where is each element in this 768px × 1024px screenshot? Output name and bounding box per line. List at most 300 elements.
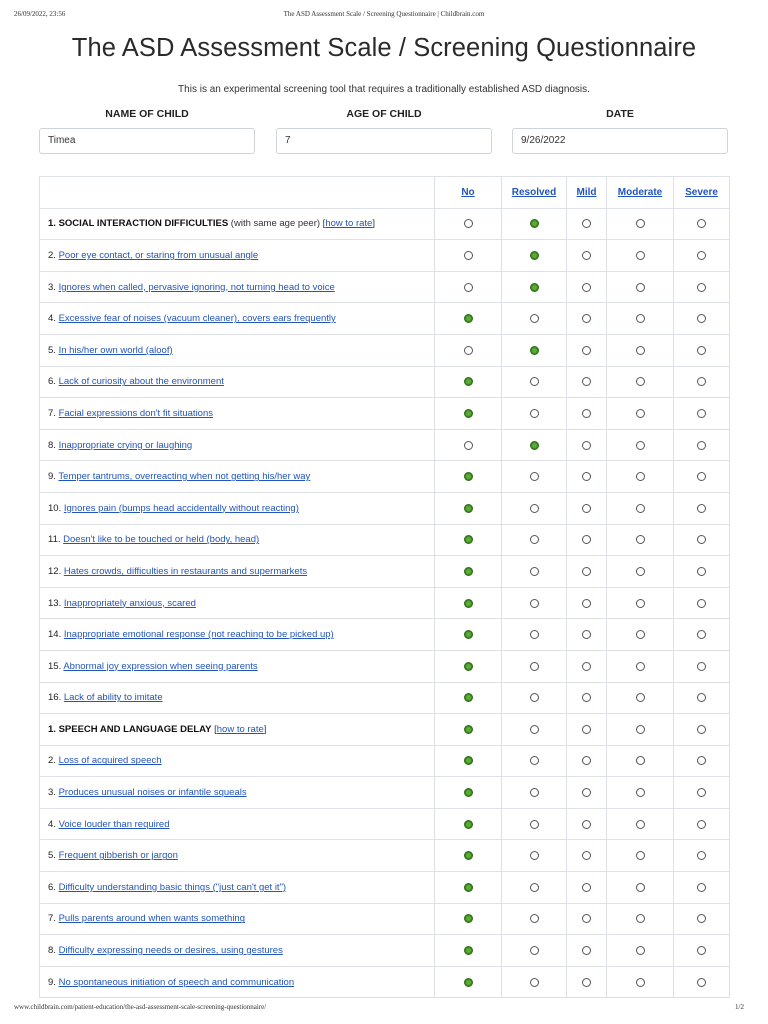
question-header bbox=[40, 177, 435, 209]
radio-resolved[interactable] bbox=[530, 946, 539, 955]
question-number: 6. bbox=[48, 376, 56, 388]
question-row bbox=[40, 366, 730, 398]
question-link[interactable]: Ignores pain (bumps head accidentally without reacting) bbox=[63, 502, 299, 514]
section-note-end: ] bbox=[263, 723, 267, 735]
rating-cell-resolved bbox=[502, 745, 567, 777]
rating-cell-severe bbox=[674, 777, 730, 809]
question-row bbox=[40, 334, 730, 366]
rating-cell-no bbox=[435, 903, 502, 935]
radio-severe[interactable] bbox=[697, 409, 706, 418]
rating-cell-resolved bbox=[502, 303, 567, 335]
rating-cell-severe bbox=[674, 872, 730, 904]
radio-no[interactable] bbox=[464, 946, 473, 955]
question-link[interactable]: Inappropriate crying or laughing bbox=[58, 439, 193, 451]
intro-text: This is an experimental screening tool that requires a traditionally established ASD diagnosis. bbox=[178, 84, 590, 95]
rating-cell-no bbox=[435, 935, 502, 967]
question-link[interactable]: Hates crowds, difficulties in restaurants and supermarkets bbox=[63, 565, 308, 577]
rating-cell-severe bbox=[674, 935, 730, 967]
print-page-number: 1/2 bbox=[735, 1003, 744, 1011]
rating-cell-resolved bbox=[502, 903, 567, 935]
rating-cell-moderate bbox=[607, 808, 674, 840]
radio-resolved[interactable] bbox=[530, 441, 539, 450]
rating-cell-resolved bbox=[502, 682, 567, 714]
question-cell bbox=[40, 840, 435, 872]
rating-cell-severe bbox=[674, 240, 730, 272]
radio-mild[interactable] bbox=[582, 219, 591, 228]
radio-moderate[interactable] bbox=[636, 314, 645, 323]
question-number: 15. bbox=[48, 660, 62, 672]
rating-cell-mild bbox=[567, 619, 607, 651]
rating-cell-no bbox=[435, 303, 502, 335]
rating-cell-severe bbox=[674, 208, 730, 240]
rating-cell-resolved bbox=[502, 872, 567, 904]
radio-resolved[interactable] bbox=[530, 535, 539, 544]
section-row bbox=[40, 208, 730, 240]
rating-cell-moderate bbox=[607, 650, 674, 682]
radio-mild[interactable] bbox=[582, 504, 591, 513]
radio-resolved[interactable] bbox=[530, 851, 539, 860]
radio-severe[interactable] bbox=[697, 851, 706, 860]
radio-severe[interactable] bbox=[697, 377, 706, 386]
question-number: 9. bbox=[48, 976, 56, 988]
radio-mild[interactable] bbox=[582, 756, 591, 765]
rating-cell-no bbox=[435, 461, 502, 493]
radio-severe[interactable] bbox=[697, 599, 706, 608]
question-cell bbox=[40, 777, 435, 809]
radio-severe[interactable] bbox=[697, 883, 706, 892]
date-label: DATE bbox=[606, 108, 634, 120]
radio-no[interactable] bbox=[464, 535, 473, 544]
question-rows bbox=[40, 208, 730, 998]
rating-cell-no bbox=[435, 524, 502, 556]
rating-cell-no bbox=[435, 587, 502, 619]
radio-moderate[interactable] bbox=[636, 946, 645, 955]
question-row bbox=[40, 587, 730, 619]
radio-resolved[interactable] bbox=[530, 251, 539, 260]
radio-moderate[interactable] bbox=[636, 441, 645, 450]
radio-resolved[interactable] bbox=[530, 314, 539, 323]
radio-resolved[interactable] bbox=[530, 914, 539, 923]
radio-no[interactable] bbox=[464, 978, 473, 987]
radio-no[interactable] bbox=[464, 883, 473, 892]
name-of-child-input[interactable]: Timea bbox=[39, 128, 255, 154]
radio-resolved[interactable] bbox=[530, 883, 539, 892]
radio-resolved[interactable] bbox=[530, 725, 539, 734]
radio-no[interactable] bbox=[464, 409, 473, 418]
radio-mild[interactable] bbox=[582, 441, 591, 450]
radio-resolved[interactable] bbox=[530, 567, 539, 576]
question-number: 3. bbox=[48, 787, 56, 799]
question-link[interactable]: Doesn't like to be touched or held (body, head) bbox=[63, 534, 260, 546]
radio-moderate[interactable] bbox=[636, 377, 645, 386]
question-cell bbox=[40, 587, 435, 619]
radio-severe[interactable] bbox=[697, 788, 706, 797]
rating-cell-resolved bbox=[502, 714, 567, 746]
radio-resolved[interactable] bbox=[530, 219, 539, 228]
rating-cell-severe bbox=[674, 808, 730, 840]
rating-cell-resolved bbox=[502, 619, 567, 651]
radio-resolved[interactable] bbox=[530, 472, 539, 481]
question-cell bbox=[40, 650, 435, 682]
rating-cell-no bbox=[435, 872, 502, 904]
question-row bbox=[40, 650, 730, 682]
radio-severe[interactable] bbox=[697, 978, 706, 987]
rating-cell-moderate bbox=[607, 524, 674, 556]
radio-severe[interactable] bbox=[697, 756, 706, 765]
radio-resolved[interactable] bbox=[530, 630, 539, 639]
question-link[interactable]: No spontaneous initiation of speech and communication bbox=[58, 976, 295, 988]
radio-resolved[interactable] bbox=[530, 978, 539, 987]
question-number: 7. bbox=[48, 913, 56, 925]
question-cell bbox=[40, 334, 435, 366]
rating-cell-moderate bbox=[607, 366, 674, 398]
rating-cell-severe bbox=[674, 366, 730, 398]
question-link[interactable]: Inappropriately anxious, scared bbox=[63, 597, 196, 609]
question-cell bbox=[40, 208, 435, 240]
rating-cell-resolved bbox=[502, 587, 567, 619]
radio-no[interactable] bbox=[464, 472, 473, 481]
radio-moderate[interactable] bbox=[636, 599, 645, 608]
rating-cell-severe bbox=[674, 745, 730, 777]
name-of-child-field bbox=[39, 108, 255, 154]
rating-cell-no bbox=[435, 619, 502, 651]
question-number: 4. bbox=[48, 818, 56, 830]
radio-resolved[interactable] bbox=[530, 693, 539, 702]
radio-severe[interactable] bbox=[697, 946, 706, 955]
question-number: 3. bbox=[48, 281, 56, 293]
radio-no[interactable] bbox=[464, 314, 473, 323]
radio-severe[interactable] bbox=[697, 219, 706, 228]
column-header-moderate bbox=[607, 177, 674, 209]
question-link[interactable]: Lack of curiosity about the environment bbox=[58, 376, 224, 388]
radio-no[interactable] bbox=[464, 851, 473, 860]
rating-cell-mild bbox=[567, 872, 607, 904]
radio-mild[interactable] bbox=[582, 346, 591, 355]
question-link[interactable]: Difficulty understanding basic things ("just can't get it") bbox=[58, 881, 287, 893]
question-cell bbox=[40, 303, 435, 335]
radio-moderate[interactable] bbox=[636, 978, 645, 987]
radio-severe[interactable] bbox=[697, 630, 706, 639]
question-cell bbox=[40, 240, 435, 272]
radio-moderate[interactable] bbox=[636, 219, 645, 228]
question-cell bbox=[40, 935, 435, 967]
rating-cell-moderate bbox=[607, 556, 674, 588]
section-note: [ bbox=[211, 723, 217, 735]
rating-cell-no bbox=[435, 777, 502, 809]
question-number: 13. bbox=[48, 597, 62, 609]
radio-moderate[interactable] bbox=[636, 567, 645, 576]
rating-cell-mild bbox=[567, 587, 607, 619]
question-row bbox=[40, 872, 730, 904]
radio-severe[interactable] bbox=[697, 441, 706, 450]
radio-severe[interactable] bbox=[697, 820, 706, 829]
radio-severe[interactable] bbox=[697, 283, 706, 292]
radio-no[interactable] bbox=[464, 219, 473, 228]
radio-moderate[interactable] bbox=[636, 820, 645, 829]
question-number: 14. bbox=[48, 629, 62, 641]
question-link[interactable]: Difficulty expressing needs or desires, using gestures bbox=[58, 945, 283, 957]
question-cell bbox=[40, 429, 435, 461]
radio-severe[interactable] bbox=[697, 504, 706, 513]
radio-severe[interactable] bbox=[697, 693, 706, 702]
rating-cell-severe bbox=[674, 461, 730, 493]
radio-no[interactable] bbox=[464, 693, 473, 702]
question-row bbox=[40, 240, 730, 272]
radio-moderate[interactable] bbox=[636, 472, 645, 481]
page-title: The ASD Assessment Scale / Screening Questionnaire bbox=[71, 34, 697, 62]
radio-severe[interactable] bbox=[697, 346, 706, 355]
rating-cell-severe bbox=[674, 714, 730, 746]
radio-mild[interactable] bbox=[582, 377, 591, 386]
question-row bbox=[40, 429, 730, 461]
radio-moderate[interactable] bbox=[636, 788, 645, 797]
radio-no[interactable] bbox=[464, 377, 473, 386]
rating-cell-mild bbox=[567, 556, 607, 588]
rating-cell-mild bbox=[567, 650, 607, 682]
radio-mild[interactable] bbox=[582, 251, 591, 260]
radio-mild[interactable] bbox=[582, 978, 591, 987]
radio-resolved[interactable] bbox=[530, 504, 539, 513]
radio-resolved[interactable] bbox=[530, 788, 539, 797]
rating-cell-moderate bbox=[607, 208, 674, 240]
radio-resolved[interactable] bbox=[530, 346, 539, 355]
question-link[interactable]: Abnormal joy expression when seeing parents bbox=[63, 660, 258, 672]
radio-moderate[interactable] bbox=[636, 914, 645, 923]
rating-cell-resolved bbox=[502, 429, 567, 461]
rating-cell-moderate bbox=[607, 303, 674, 335]
radio-no[interactable] bbox=[464, 441, 473, 450]
radio-resolved[interactable] bbox=[530, 756, 539, 765]
question-number: 5. bbox=[48, 344, 56, 356]
rating-cell-severe bbox=[674, 903, 730, 935]
radio-moderate[interactable] bbox=[636, 851, 645, 860]
radio-severe[interactable] bbox=[697, 535, 706, 544]
radio-mild[interactable] bbox=[582, 883, 591, 892]
section-title: SOCIAL INTERACTION DIFFICULTIES bbox=[58, 218, 229, 230]
radio-severe[interactable] bbox=[697, 725, 706, 734]
radio-mild[interactable] bbox=[582, 914, 591, 923]
radio-no[interactable] bbox=[464, 756, 473, 765]
question-link[interactable]: Ignores when called, pervasive ignoring, not turning head to voice bbox=[58, 281, 335, 293]
rating-cell-moderate bbox=[607, 461, 674, 493]
question-link[interactable]: In his/her own world (aloof) bbox=[58, 344, 173, 356]
age-of-child-input[interactable]: 7 bbox=[276, 128, 492, 154]
question-cell bbox=[40, 714, 435, 746]
radio-mild[interactable] bbox=[582, 535, 591, 544]
radio-moderate[interactable] bbox=[636, 662, 645, 671]
radio-no[interactable] bbox=[464, 630, 473, 639]
question-row bbox=[40, 619, 730, 651]
radio-mild[interactable] bbox=[582, 946, 591, 955]
question-number: 10. bbox=[48, 502, 62, 514]
rating-cell-resolved bbox=[502, 492, 567, 524]
rating-cell-resolved bbox=[502, 808, 567, 840]
question-number: 5. bbox=[48, 850, 56, 862]
radio-mild[interactable] bbox=[582, 409, 591, 418]
column-link-resolved[interactable]: Resolved bbox=[511, 186, 557, 198]
radio-moderate[interactable] bbox=[636, 630, 645, 639]
radio-no[interactable] bbox=[464, 599, 473, 608]
question-cell bbox=[40, 398, 435, 430]
question-cell bbox=[40, 966, 435, 998]
column-link-no[interactable]: No bbox=[461, 186, 475, 198]
question-row bbox=[40, 303, 730, 335]
how-to-rate-link[interactable]: how to rate bbox=[216, 723, 264, 735]
radio-mild[interactable] bbox=[582, 599, 591, 608]
radio-resolved[interactable] bbox=[530, 283, 539, 292]
radio-severe[interactable] bbox=[697, 251, 706, 260]
rating-cell-severe bbox=[674, 587, 730, 619]
question-link[interactable]: Excessive fear of noises (vacuum cleaner), covers ears frequently bbox=[58, 313, 336, 325]
radio-no[interactable] bbox=[464, 820, 473, 829]
radio-mild[interactable] bbox=[582, 820, 591, 829]
radio-moderate[interactable] bbox=[636, 883, 645, 892]
radio-no[interactable] bbox=[464, 346, 473, 355]
radio-mild[interactable] bbox=[582, 662, 591, 671]
radio-no[interactable] bbox=[464, 914, 473, 923]
question-link[interactable]: Lack of ability to imitate bbox=[63, 692, 163, 704]
question-row bbox=[40, 398, 730, 430]
rating-cell-severe bbox=[674, 429, 730, 461]
radio-moderate[interactable] bbox=[636, 725, 645, 734]
rating-cell-moderate bbox=[607, 777, 674, 809]
rating-cell-mild bbox=[567, 271, 607, 303]
radio-mild[interactable] bbox=[582, 725, 591, 734]
question-link[interactable]: Loss of acquired speech bbox=[58, 755, 162, 767]
radio-no[interactable] bbox=[464, 662, 473, 671]
question-row bbox=[40, 524, 730, 556]
question-number: 4. bbox=[48, 313, 56, 325]
question-number: 8. bbox=[48, 439, 56, 451]
question-cell bbox=[40, 271, 435, 303]
radio-resolved[interactable] bbox=[530, 820, 539, 829]
radio-mild[interactable] bbox=[582, 693, 591, 702]
radio-severe[interactable] bbox=[697, 472, 706, 481]
rating-cell-severe bbox=[674, 619, 730, 651]
radio-resolved[interactable] bbox=[530, 409, 539, 418]
section-title: SPEECH AND LANGUAGE DELAY bbox=[58, 723, 212, 735]
table-header-row bbox=[40, 177, 730, 209]
question-cell bbox=[40, 745, 435, 777]
radio-no[interactable] bbox=[464, 567, 473, 576]
radio-moderate[interactable] bbox=[636, 693, 645, 702]
radio-mild[interactable] bbox=[582, 788, 591, 797]
radio-moderate[interactable] bbox=[636, 409, 645, 418]
radio-mild[interactable] bbox=[582, 851, 591, 860]
question-number: 7. bbox=[48, 407, 56, 419]
rating-cell-mild bbox=[567, 745, 607, 777]
rating-cell-moderate bbox=[607, 966, 674, 998]
radio-moderate[interactable] bbox=[636, 251, 645, 260]
radio-mild[interactable] bbox=[582, 472, 591, 481]
radio-severe[interactable] bbox=[697, 314, 706, 323]
radio-moderate[interactable] bbox=[636, 535, 645, 544]
rating-cell-no bbox=[435, 966, 502, 998]
question-link[interactable]: Produces unusual noises or infantile squeals bbox=[58, 787, 247, 799]
radio-mild[interactable] bbox=[582, 567, 591, 576]
rating-cell-mild bbox=[567, 334, 607, 366]
rating-cell-resolved bbox=[502, 524, 567, 556]
rating-cell-moderate bbox=[607, 429, 674, 461]
radio-severe[interactable] bbox=[697, 567, 706, 576]
radio-moderate[interactable] bbox=[636, 504, 645, 513]
radio-mild[interactable] bbox=[582, 283, 591, 292]
radio-severe[interactable] bbox=[697, 914, 706, 923]
radio-no[interactable] bbox=[464, 251, 473, 260]
column-link-severe[interactable]: Severe bbox=[685, 186, 718, 198]
section-note-end: ] bbox=[372, 218, 375, 230]
column-link-mild[interactable]: Mild bbox=[576, 186, 597, 198]
question-cell bbox=[40, 903, 435, 935]
rating-cell-moderate bbox=[607, 682, 674, 714]
question-row bbox=[40, 492, 730, 524]
question-link[interactable]: Temper tantrums, overreacting when not getting his/her way bbox=[58, 471, 311, 483]
rating-cell-moderate bbox=[607, 714, 674, 746]
radio-resolved[interactable] bbox=[530, 662, 539, 671]
question-row bbox=[40, 745, 730, 777]
question-link[interactable]: Inappropriate emotional response (not reaching to be picked up) bbox=[63, 629, 334, 641]
radio-no[interactable] bbox=[464, 725, 473, 734]
radio-mild[interactable] bbox=[582, 630, 591, 639]
rating-cell-mild bbox=[567, 840, 607, 872]
radio-severe[interactable] bbox=[697, 662, 706, 671]
question-number: 9. bbox=[48, 471, 56, 483]
rating-cell-mild bbox=[567, 208, 607, 240]
column-link-moderate[interactable]: Moderate bbox=[617, 186, 663, 198]
rating-cell-mild bbox=[567, 682, 607, 714]
radio-no[interactable] bbox=[464, 283, 473, 292]
question-link[interactable]: Poor eye contact, or staring from unusual angle bbox=[58, 249, 259, 261]
question-link[interactable]: Facial expressions don't fit situations bbox=[58, 407, 213, 419]
column-header-resolved bbox=[502, 177, 567, 209]
question-link[interactable]: Pulls parents around when wants something bbox=[58, 913, 245, 925]
rating-cell-resolved bbox=[502, 271, 567, 303]
print-page-title: The ASD Assessment Scale / Screening Questionnaire | Childbrain.com bbox=[283, 10, 485, 18]
date-input[interactable]: 9/26/2022 bbox=[512, 128, 728, 154]
rating-cell-no bbox=[435, 429, 502, 461]
rating-cell-no bbox=[435, 334, 502, 366]
radio-moderate[interactable] bbox=[636, 346, 645, 355]
radio-mild[interactable] bbox=[582, 314, 591, 323]
question-number: 11. bbox=[48, 534, 61, 546]
rating-cell-no bbox=[435, 366, 502, 398]
rating-cell-resolved bbox=[502, 966, 567, 998]
question-link[interactable]: Voice louder than required bbox=[58, 818, 170, 830]
how-to-rate-link[interactable]: how to rate bbox=[325, 218, 373, 230]
question-link[interactable]: Frequent gibberish or jargon bbox=[58, 850, 178, 862]
rating-cell-resolved bbox=[502, 208, 567, 240]
radio-no[interactable] bbox=[464, 788, 473, 797]
assessment-table bbox=[39, 176, 730, 998]
rating-cell-no bbox=[435, 556, 502, 588]
rating-cell-no bbox=[435, 840, 502, 872]
question-number: 16. bbox=[48, 692, 62, 704]
radio-resolved[interactable] bbox=[530, 599, 539, 608]
rating-cell-resolved bbox=[502, 650, 567, 682]
question-cell bbox=[40, 682, 435, 714]
rating-cell-mild bbox=[567, 240, 607, 272]
rating-cell-no bbox=[435, 240, 502, 272]
radio-resolved[interactable] bbox=[530, 377, 539, 386]
radio-no[interactable] bbox=[464, 504, 473, 513]
question-row bbox=[40, 461, 730, 493]
question-number: 1. bbox=[48, 218, 56, 230]
rating-cell-moderate bbox=[607, 935, 674, 967]
radio-moderate[interactable] bbox=[636, 756, 645, 765]
rating-cell-severe bbox=[674, 556, 730, 588]
column-header-no bbox=[435, 177, 502, 209]
radio-moderate[interactable] bbox=[636, 283, 645, 292]
